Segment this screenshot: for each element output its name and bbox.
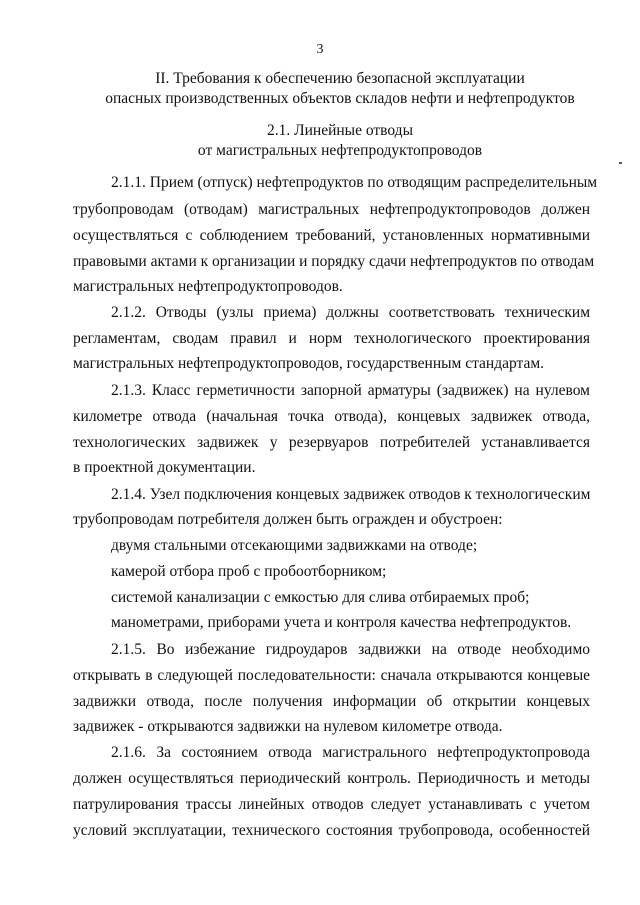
section-title <box>40 69 640 109</box>
text-line: задвижек - открываются задвижки на нулевом километре отвода. <box>73 718 503 735</box>
text-line: 2.1.5. Во избежание гидроударов задвижки на отводе необходимо <box>111 641 590 658</box>
text-line: задвижки отвода, после получения информации об открытии концевых <box>73 693 590 710</box>
text-line: 2.1.3. Класс герметичности запорной арматуры (задвижек) на нулевом <box>111 382 590 399</box>
text-line: правовыми актами к организации и порядку сдачи нефтепродуктов по отводам <box>73 253 595 270</box>
text-line: 2.1.6. За состоянием отвода магистрального нефтепродуктопровода <box>111 744 590 761</box>
text-line: 2.1.2. Отводы (узлы приема) должны соответствовать техническим <box>111 304 590 321</box>
scan-mark <box>619 162 622 164</box>
text-line: трубопроводам потребителя должен быть огражден и обустроен: <box>73 511 503 528</box>
text-line: осуществляться с соблюдением требований, установленных нормативными <box>73 227 590 244</box>
section-title-line: опасных производственных объектов складов нефти и нефтепродуктов <box>105 90 575 107</box>
text-line: камерой отбора проб с пробоотборником; <box>111 563 387 580</box>
subsection-title <box>40 121 640 161</box>
subsection-title-line: 2.1. Линейные отводы <box>266 122 413 139</box>
text-line: 2.1.1. Прием (отпуск) нефтепродуктов по отводящим распределительным <box>111 174 598 191</box>
text-line: условий эксплуатации, технического состояния трубопровода, особенностей <box>73 822 590 839</box>
text-line: магистральных нефтепродуктопроводов, государственным стандартам. <box>73 355 545 372</box>
subsection-title-line: от магистральных нефтепродуктопроводов <box>197 142 483 159</box>
page-number: 3 <box>316 42 324 57</box>
text-line: трубопроводам (отводам) магистральных нефтепродуктопроводов должен <box>73 201 590 218</box>
text-line: регламентам, сводам правил и норм технологического проектирования <box>73 330 590 347</box>
text-line: должен осуществляться периодический контроль. Периодичность и методы <box>73 770 590 787</box>
text-line: системой канализации с емкостью для слива отбираемых проб; <box>111 589 530 606</box>
text-line: технологических задвижек у резервуаров потребителей устанавливается <box>73 434 590 451</box>
text-line: двумя стальными отсекающими задвижками на отводе; <box>111 537 478 554</box>
text-line: открывать в следующей последовательности: сначала открываются концевые <box>73 667 590 684</box>
text-line: километре отвода (начальная точка отвода), концевых задвижек отвода, <box>73 408 590 425</box>
text-line: магистральных нефтепродуктопроводов. <box>73 278 343 295</box>
text-line: 2.1.4. Узел подключения концевых задвижек отводов к технологическим <box>111 486 591 503</box>
text-line: манометрами, приборами учета и контроля качества нефтепродуктов. <box>111 614 572 631</box>
text-line: в проектной документации. <box>73 459 256 476</box>
text-line: патрулирования трассы линейных отводов следует устанавливать с учетом <box>73 796 590 813</box>
section-title-line: II. Требования к обеспечению безопасной эксплуатации <box>155 70 525 87</box>
